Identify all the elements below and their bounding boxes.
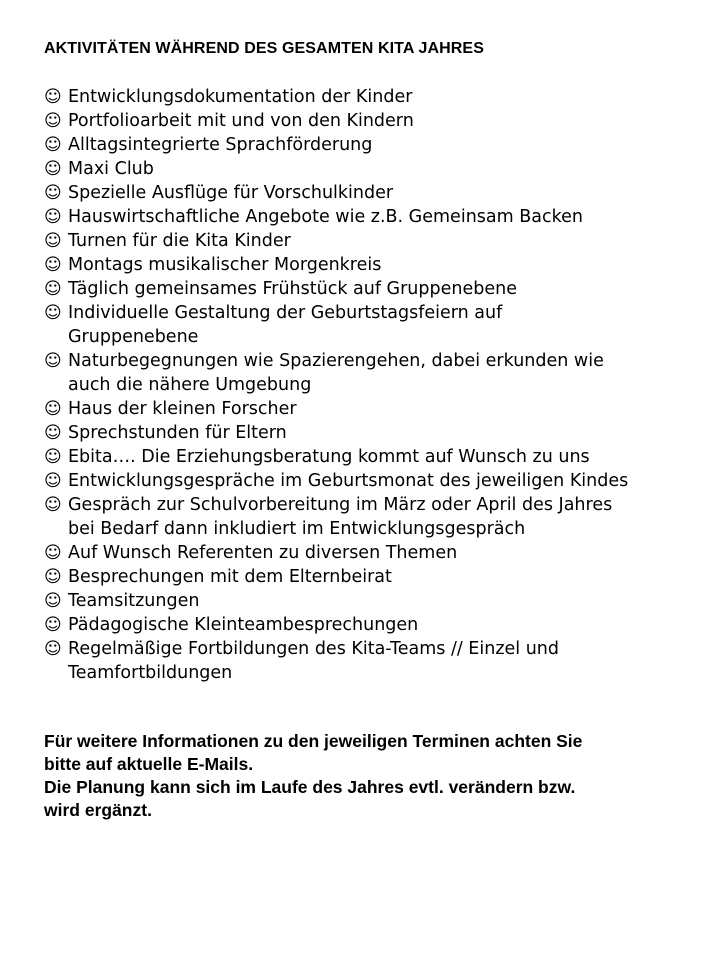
- list-item: [44, 589, 684, 613]
- list-item-text: Naturbegegnungen wie Spazierengehen, dabei erkunden wie auch die nähere Umgebung: [68, 351, 604, 395]
- list-item-text: Teamsitzungen: [68, 591, 200, 611]
- smiley-bullet-icon: ☺: [44, 423, 62, 443]
- smiley-bullet-icon: ☺: [44, 567, 62, 587]
- smiley-bullet-icon: ☺: [44, 303, 62, 323]
- smiley-bullet-icon: ☺: [44, 183, 62, 203]
- smiley-bullet-icon: ☺: [44, 111, 62, 131]
- list-item-text: Spezielle Ausflüge für Vorschulkinder: [68, 183, 394, 203]
- list-item-text: Maxi Club: [68, 159, 154, 179]
- list-item: [44, 229, 684, 253]
- list-item-text: Täglich gemeinsames Frühstück auf Gruppenebene: [68, 279, 517, 299]
- list-item: [44, 637, 684, 685]
- list-item: [44, 85, 684, 109]
- list-item-text: Entwicklungsdokumentation der Kinder: [68, 87, 413, 107]
- list-item: [44, 613, 684, 637]
- smiley-bullet-icon: ☺: [44, 615, 62, 635]
- list-item: [44, 253, 684, 277]
- list-item-text: Haus der kleinen Forscher: [68, 399, 297, 419]
- list-item-text: Sprechstunden für Eltern: [68, 423, 287, 443]
- list-item-text: Besprechungen mit dem Elternbeirat: [68, 567, 392, 587]
- list-item: [44, 205, 684, 229]
- smiley-bullet-icon: ☺: [44, 543, 62, 563]
- list-item-text: Pädagogische Kleinteambesprechungen: [68, 615, 419, 635]
- list-item: [44, 565, 684, 589]
- list-item-text: Ebita…. Die Erziehungsberatung kommt auf Wunsch zu uns: [68, 447, 590, 467]
- list-item: [44, 181, 684, 205]
- list-item-text: Portfolioarbeit mit und von den Kindern: [68, 111, 414, 131]
- list-item: [44, 133, 684, 157]
- list-item: [44, 397, 684, 421]
- smiley-bullet-icon: ☺: [44, 135, 62, 155]
- list-item: [44, 109, 684, 133]
- list-item: [44, 157, 684, 181]
- smiley-bullet-icon: ☺: [44, 399, 62, 419]
- list-item: [44, 469, 684, 493]
- list-item-text: Gespräch zur Schulvorbereitung im März oder April des Jahres bei Bedarf dann inkludiert im Entwicklungsgespräch: [68, 495, 613, 539]
- list-item-text: Montags musikalischer Morgenkreis: [68, 255, 382, 275]
- list-item: [44, 541, 684, 565]
- list-item-text: Entwicklungsgespräche im Geburtsmonat des jeweiligen Kindes: [68, 471, 629, 491]
- list-item: [44, 349, 684, 397]
- smiley-bullet-icon: ☺: [44, 279, 62, 299]
- list-item: [44, 301, 684, 349]
- smiley-bullet-icon: ☺: [44, 639, 62, 659]
- smiley-bullet-icon: ☺: [44, 351, 62, 371]
- list-item: [44, 277, 684, 301]
- smiley-bullet-icon: ☺: [44, 159, 62, 179]
- list-item-text: Alltagsintegrierte Sprachförderung: [68, 135, 373, 155]
- smiley-bullet-icon: ☺: [44, 495, 62, 515]
- smiley-bullet-icon: ☺: [44, 471, 62, 491]
- list-item: [44, 493, 684, 541]
- list-item-text: Individuelle Gestaltung der Geburtstagsfeiern auf Gruppenebene: [68, 303, 503, 347]
- footer-note: [44, 730, 684, 822]
- smiley-bullet-icon: ☺: [44, 231, 62, 251]
- footer-planning-text: Die Planung kann sich im Laufe des Jahres evtl. verändern bzw. wird ergänzt.: [44, 777, 576, 820]
- list-item-text: Regelmäßige Fortbildungen des Kita-Teams // Einzel und Teamfortbildungen: [68, 639, 559, 683]
- list-item-text: Auf Wunsch Referenten zu diversen Themen: [68, 543, 458, 563]
- smiley-bullet-icon: ☺: [44, 87, 62, 107]
- list-item: [44, 421, 684, 445]
- smiley-bullet-icon: ☺: [44, 591, 62, 611]
- page-title: AKTIVITÄTEN WÄHREND DES GESAMTEN KITA JAHRES: [44, 40, 484, 57]
- activity-list: [44, 85, 684, 685]
- list-item-text: Turnen für die Kita Kinder: [68, 231, 291, 251]
- footer-info-text: Für weitere Informationen zu den jeweiligen Terminen achten Sie bitte auf aktuelle E-Mails.: [44, 731, 583, 774]
- list-item-text: Hauswirtschaftliche Angebote wie z.B. Gemeinsam Backen: [68, 207, 583, 227]
- list-item: [44, 445, 684, 469]
- smiley-bullet-icon: ☺: [44, 207, 62, 227]
- smiley-bullet-icon: ☺: [44, 255, 62, 275]
- smiley-bullet-icon: ☺: [44, 447, 62, 467]
